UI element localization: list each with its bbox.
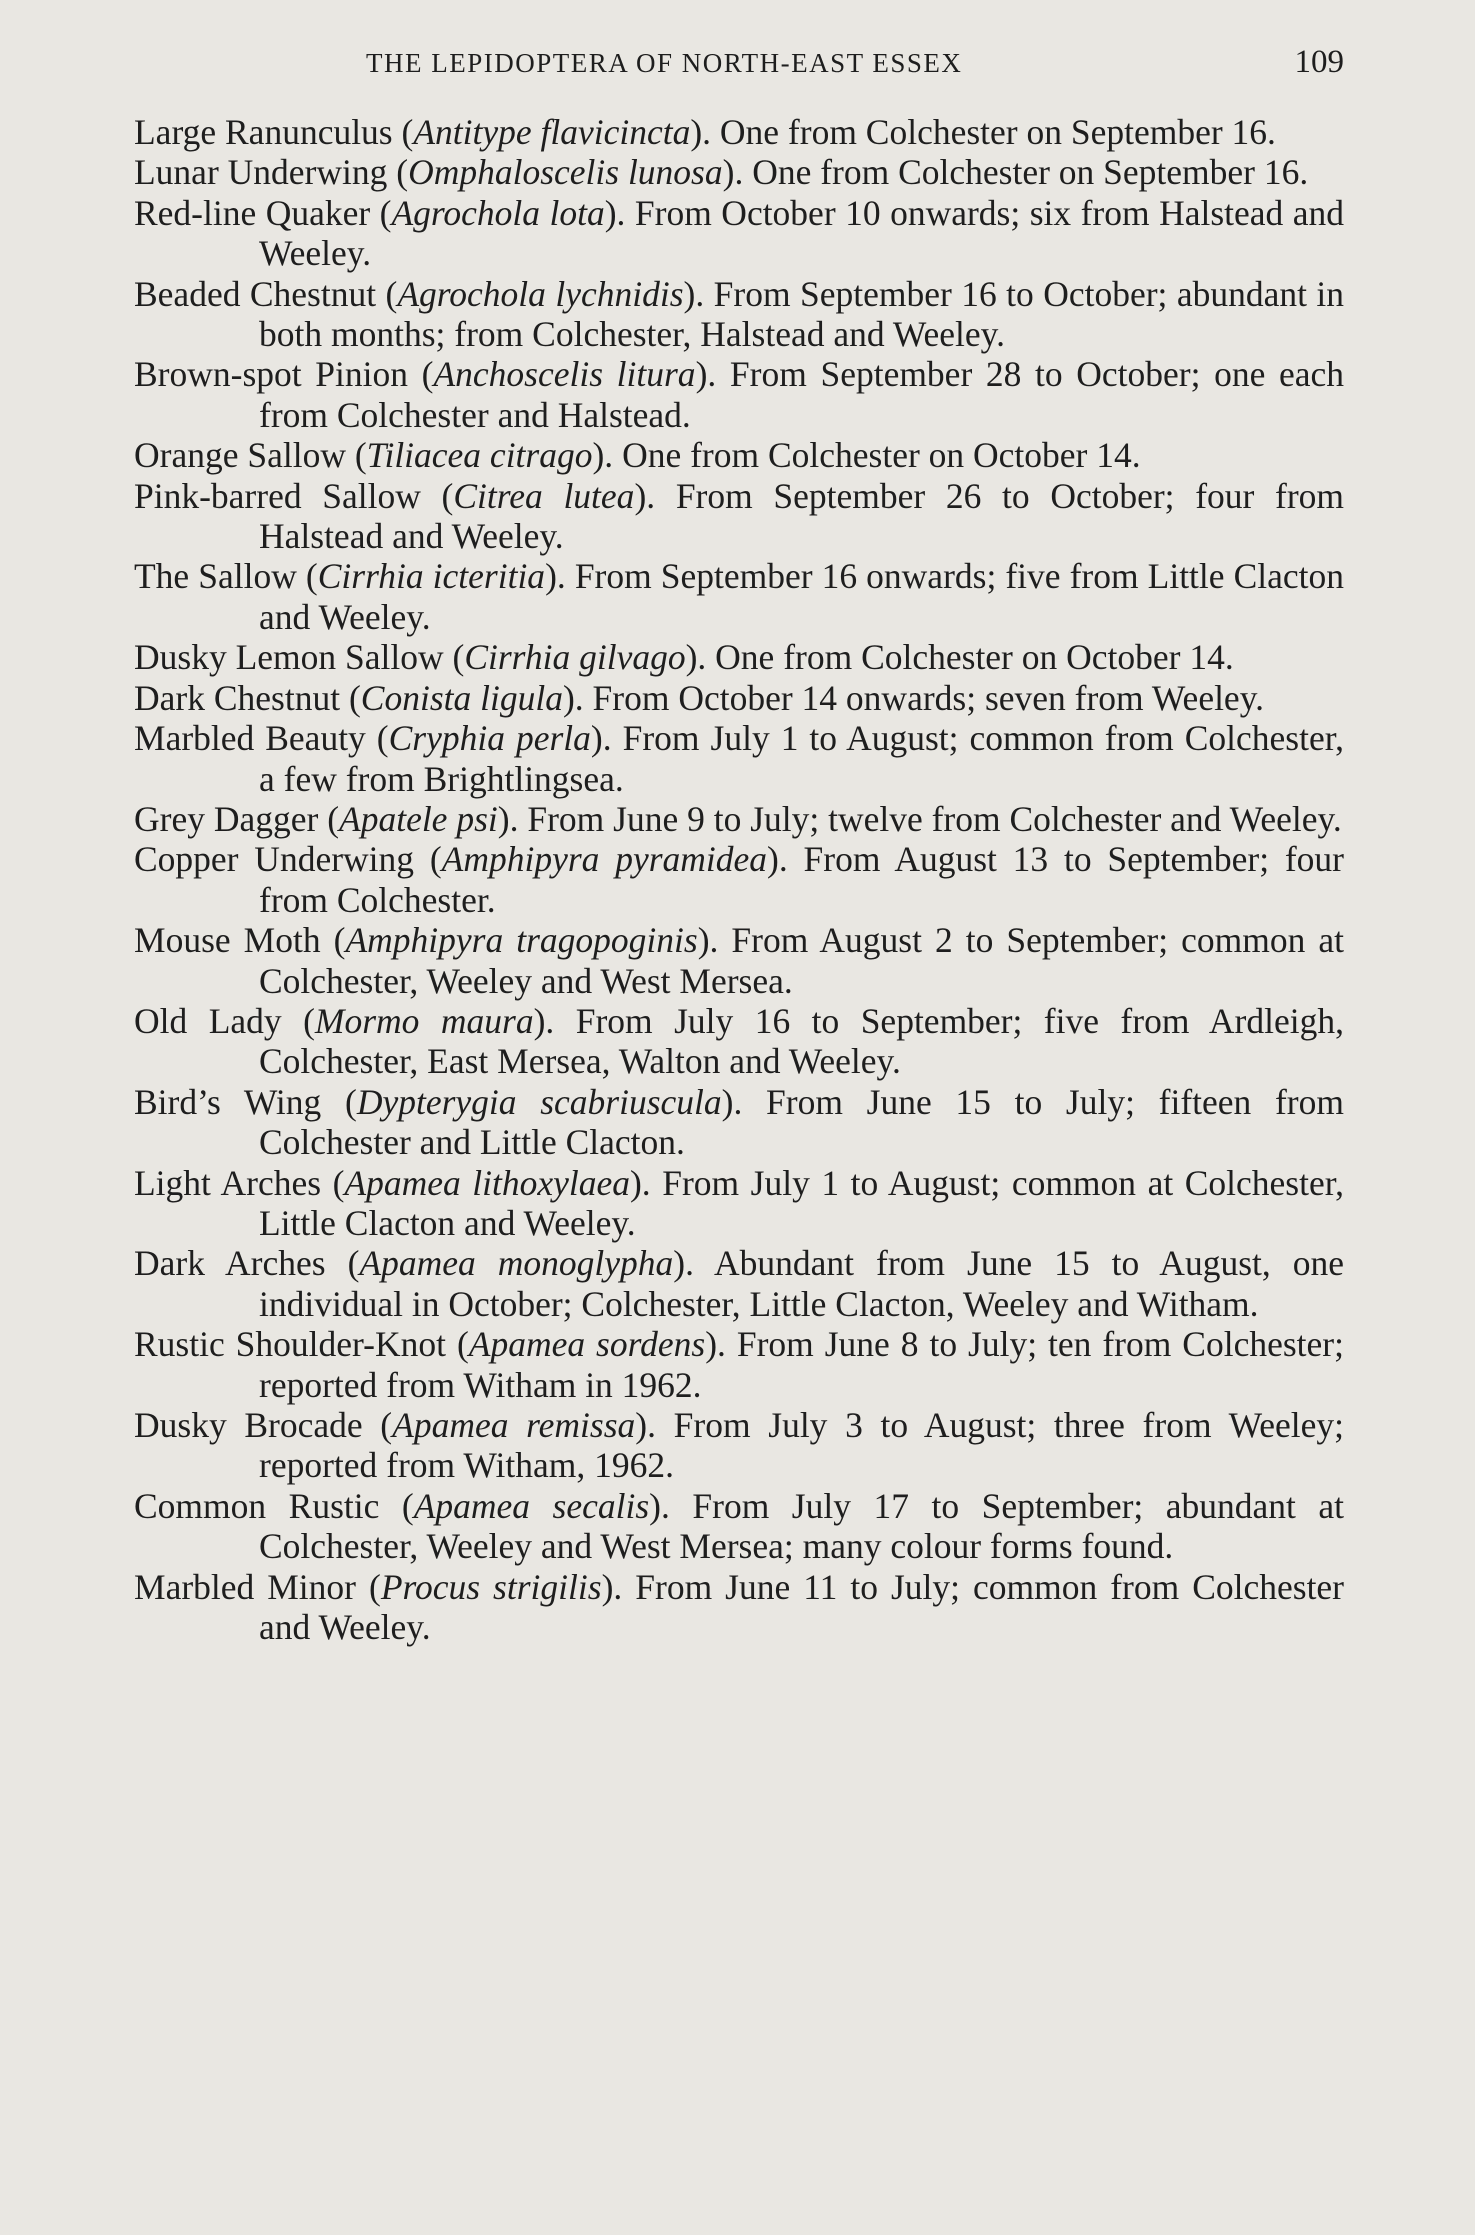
- scientific-name: Apamea sordens: [468, 1324, 706, 1365]
- species-entry: Marbled Minor (Procus strigilis). From June 11 to July; common from Colchester and Weeley.: [134, 1566, 1345, 1648]
- record-note: One from Colchester on October 14.: [715, 637, 1234, 678]
- species-entry: Dark Arches (Apamea monoglypha). Abundant from June 15 to August, one individual in October; Colchester, Little Clacton, Weeley and Witham.: [134, 1243, 1345, 1324]
- record-note: From June 15 to July; fifteen from Colchester and Little Clacton.: [259, 1081, 1344, 1163]
- page-header: [134, 44, 1344, 88]
- common-name: Marbled Beauty: [134, 718, 366, 759]
- species-entry: Common Rustic (Apamea secalis). From July 17 to September; abundant at Colchester, Weeley and West Mersea; many colour forms found.: [134, 1485, 1345, 1567]
- species-entry: The Sallow (Cirrhia icteritia). From September 16 onwards; five from Little Clacton and Weeley.: [134, 556, 1344, 637]
- scientific-name: Anchoscelis litura: [433, 354, 696, 395]
- species-entry: Light Arches (Apamea lithoxylaea). From July 1 to August; common at Colchester, Little Clacton and Weeley.: [134, 1162, 1344, 1243]
- record-note: From July 17 to September; abundant at Colchester, Weeley and West Mersea; many colour forms found.: [259, 1485, 1345, 1567]
- scientific-name: Agrochola lota: [391, 192, 605, 233]
- record-note: From June 9 to July; twelve from Colchester and Weeley.: [527, 798, 1342, 839]
- record-note: One from Colchester on September 16.: [719, 112, 1276, 152]
- scientific-name: Apamea lithoxylaea: [344, 1162, 630, 1203]
- scientific-name: Amphipyra tragopoginis: [345, 920, 698, 961]
- record-note: From July 1 to August; common from Colchester, a few from Brightlingsea.: [259, 718, 1344, 799]
- common-name: Mouse Moth: [134, 920, 321, 961]
- species-entry: Dark Chestnut (Conista ligula). From October 14 onwards; seven from Weeley.: [134, 677, 1265, 718]
- species-entry: Pink-barred Sallow (Citrea lutea). From September 26 to October; four from Halstead and Weeley.: [134, 475, 1345, 557]
- species-entry: Dusky Lemon Sallow (Cirrhia gilvago). One from Colchester on October 14.: [134, 637, 1234, 678]
- common-name: Lunar Underwing: [134, 152, 388, 193]
- record-note: From June 11 to July; common from Colchester and Weeley.: [259, 1566, 1345, 1648]
- record-note: From July 3 to August; three from Weeley; reported from Witham, 1962.: [259, 1405, 1344, 1486]
- common-name: Rustic Shoulder-Knot: [134, 1324, 446, 1365]
- common-name: Dusky Brocade: [134, 1405, 363, 1445]
- scientific-name: Conista ligula: [360, 677, 563, 718]
- species-entry: Marbled Beauty (Cryphia perla). From July 1 to August; common from Colchester, a few from Brightlingsea.: [134, 718, 1344, 799]
- scientific-name: Apamea remissa: [392, 1405, 636, 1445]
- species-entry: Brown-spot Pinion (Anchoscelis litura). From September 28 to October; one each from Colchester and Halstead.: [134, 354, 1345, 435]
- scientific-name: Cryphia perla: [388, 718, 591, 759]
- species-entry: Orange Sallow (Tiliacea citrago). One from Colchester on October 14.: [134, 435, 1141, 476]
- record-note: From October 10 onwards; six from Halstead and Weeley.: [259, 192, 1344, 274]
- record-note: From July 1 to August; common at Colchester, Little Clacton and Weeley.: [259, 1162, 1344, 1243]
- species-entry: Dusky Brocade (Apamea remissa). From July 3 to August; three from Weeley; reported from Witham, 1962.: [134, 1405, 1344, 1486]
- common-name: Pink-barred Sallow: [134, 475, 421, 516]
- species-entry: Lunar Underwing (Omphaloscelis lunosa). One from Colchester on September 16.: [134, 152, 1309, 193]
- common-name: Red-line Quaker: [134, 192, 371, 233]
- record-note: From July 16 to September; five from Ardleigh, Colchester, East Mersea, Walton and Weeley.: [259, 1000, 1344, 1082]
- record-note: From October 14 onwards; seven from Weeley.: [592, 677, 1265, 718]
- common-name: Large Ranunculus: [134, 112, 393, 152]
- scientific-name: Omphaloscelis lunosa: [408, 152, 723, 193]
- common-name: Light Arches: [134, 1162, 322, 1203]
- common-name: Common Rustic: [134, 1485, 380, 1526]
- common-name: Grey Dagger: [134, 798, 319, 839]
- record-note: From September 26 to October; four from Halstead and Weeley.: [259, 475, 1345, 557]
- scientific-name: Agrochola lychnidis: [397, 273, 684, 314]
- common-name: Bird’s Wing: [134, 1081, 322, 1122]
- record-note: From September 16 to October; abundant in both months; from Colchester, Halstead and Weeley.: [259, 273, 1344, 355]
- scientific-name: Citrea lutea: [453, 475, 635, 516]
- scientific-name: Mormo maura: [314, 1000, 534, 1041]
- record-note: One from Colchester on September 16.: [752, 152, 1309, 193]
- scientific-name: Apamea secalis: [413, 1485, 650, 1526]
- species-entry: Old Lady (Mormo maura). From July 16 to September; five from Ardleigh, Colchester, East Mersea, Walton and Weeley.: [134, 1000, 1344, 1082]
- record-note: From September 16 onwards; five from Little Clacton and Weeley.: [259, 556, 1344, 637]
- scientific-name: Procus strigilis: [380, 1566, 602, 1607]
- species-entry: Bird’s Wing (Dypterygia scabriuscula). From June 15 to July; fifteen from Colchester and Little Clacton.: [134, 1081, 1344, 1163]
- species-entry: Grey Dagger (Apatele psi). From June 9 to July; twelve from Colchester and Weeley.: [134, 798, 1342, 839]
- common-name: Dark Arches: [134, 1243, 326, 1284]
- scientific-name: Apatele psi: [339, 798, 498, 839]
- species-entry: Mouse Moth (Amphipyra tragopoginis). From August 2 to September; common at Colchester, Weeley and West Mersea.: [134, 920, 1344, 1001]
- species-list: [134, 112, 1344, 1647]
- scientific-name: Amphipyra pyramidea: [441, 839, 768, 880]
- common-name: Dusky Lemon Sallow: [134, 637, 444, 678]
- common-name: Orange Sallow: [134, 435, 346, 476]
- scientific-name: Tiliacea citrago: [366, 435, 593, 476]
- record-note: From June 8 to July; ten from Colchester; reported from Witham in 1962.: [259, 1324, 1344, 1405]
- common-name: Beaded Chestnut: [134, 273, 377, 314]
- record-note: From September 28 to October; one each from Colchester and Halstead.: [259, 354, 1345, 435]
- species-entry: Rustic Shoulder-Knot (Apamea sordens). From June 8 to July; ten from Colchester; reported from Witham in 1962.: [134, 1324, 1344, 1405]
- common-name: Brown-spot Pinion: [134, 354, 408, 395]
- record-note: From August 2 to September; common at Colchester, Weeley and West Mersea.: [259, 920, 1344, 1001]
- common-name: The Sallow: [134, 556, 297, 597]
- scientific-name: Dypterygia scabriuscula: [356, 1081, 722, 1122]
- scientific-name: Cirrhia icteritia: [317, 556, 546, 597]
- species-entry: Red-line Quaker (Agrochola lota). From October 10 onwards; six from Halstead and Weeley.: [134, 192, 1344, 274]
- common-name: Marbled Minor: [134, 1566, 356, 1607]
- record-note: One from Colchester on October 14.: [622, 435, 1141, 476]
- species-entry: Beaded Chestnut (Agrochola lychnidis). From September 16 to October; abundant in both months; from Colchester, Halstead and Weeley.: [134, 273, 1344, 355]
- record-note: From August 13 to September; four from Colchester.: [259, 839, 1344, 920]
- species-entry: Large Ranunculus (Antitype flavicincta). One from Colchester on September 16.: [134, 112, 1276, 152]
- common-name: Copper Underwing: [134, 839, 415, 880]
- scientific-name: Antitype flavicincta: [413, 112, 691, 152]
- common-name: Dark Chestnut: [134, 677, 341, 718]
- page-number: 109: [1294, 44, 1344, 80]
- scientific-name: Cirrhia gilvago: [464, 637, 686, 678]
- running-title: THE LEPIDOPTERA OF NORTH-EAST ESSEX: [366, 48, 963, 78]
- record-note: Abundant from June 15 to August, one individual in October; Colchester, Little Clacton, Weeley and Witham.: [259, 1243, 1345, 1324]
- scientific-name: Apamea monoglypha: [359, 1243, 674, 1284]
- species-entry: Copper Underwing (Amphipyra pyramidea). From August 13 to September; four from Colchester.: [134, 839, 1344, 920]
- common-name: Old Lady: [134, 1000, 282, 1041]
